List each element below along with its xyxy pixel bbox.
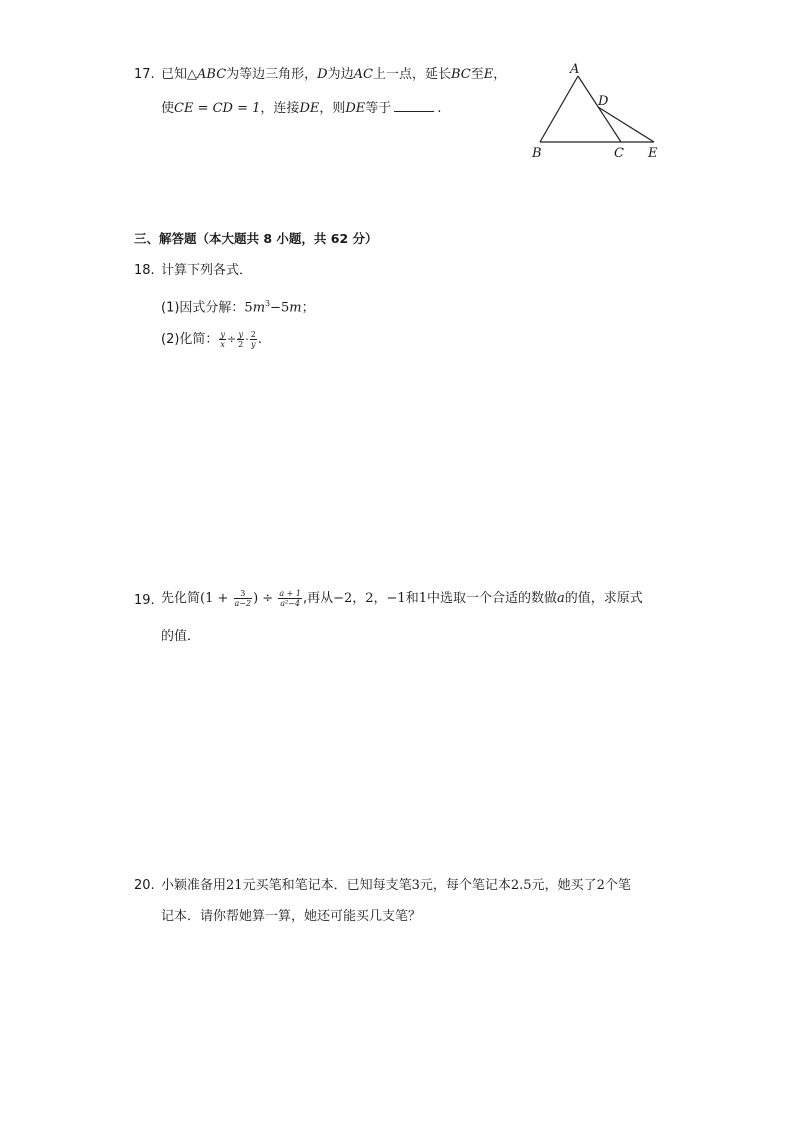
question-20-line-2: 记本．请你帮她算一算，她还可能买几支笔？: [161, 909, 422, 924]
question-17-number: 17.: [134, 67, 155, 82]
label-d: D: [598, 94, 609, 109]
question-18-stem: 计算下列各式．: [161, 263, 253, 278]
question-18-part-1: (1)因式分解：$5m^3-5m$；: [161, 299, 315, 316]
label-a: A: [570, 62, 580, 77]
label-b: B: [532, 146, 542, 161]
question-20-line-1: 小颖准备用21元买笔和笔记本．已知每支笔3元，每个笔记本2.5元，她买了2个笔: [161, 878, 631, 893]
label-c: C: [614, 146, 624, 161]
question-17-line-2: 使CE = CD = 1，连接DE，则DE等于 .: [161, 101, 442, 116]
question-18-number: 18.: [134, 263, 155, 278]
question-17-line-1: 已知△ABC为等边三角形，D为边AC上一点，延长BC至E，: [161, 67, 507, 82]
question-18-part-2: (2)化简： $\frac{y}{x}$ ÷ $\frac{y}{2}$ · $\frac{2}{y}$ .: [161, 330, 262, 349]
triangle-figure: [528, 60, 668, 164]
question-19-line-2: 的值．: [161, 629, 201, 644]
question-20-number: 20.: [134, 878, 155, 893]
question-19-line-1: 先化简(1 + $\frac{3}{a-2}$ ) ÷ $\frac{a + 1}{\text{a²−4}}$ ,再从−2，2，−1和1中选取一个合适的数做a的值，求原式: [161, 589, 643, 608]
answer-blank[interactable]: [394, 99, 434, 112]
section-3-title: 三、解答题（本大题共 8 小题，共 62 分）: [134, 231, 378, 246]
label-e: E: [648, 146, 658, 161]
question-19-number: 19.: [134, 593, 155, 608]
